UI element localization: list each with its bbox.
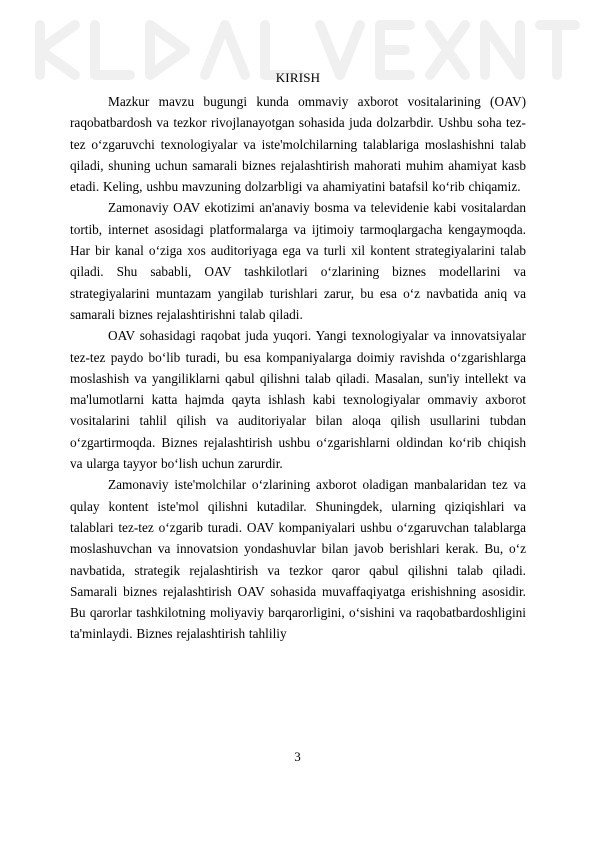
paragraph-4: Zamonaviy iste'molchilar o‘zlarining axborot oladigan manbalaridan tez va qulay kontent iste'mol qilishni kutadilar. Shuningdek, ularning qiziqishlari va talablari tez-tez o‘zgarib turadi. OAV kompaniyalari ushbu o‘zgaruvchan talablarga moslashuvchan va innovatsion yondashuvlar bilan javob berishlari kerak. Bu, o‘z navbatida, strategik rejalashtirish va tezkor qaror qabul qilishni talab qiladi. Samarali biznes rejalashtirish OAV sohasida muvaffaqiyatga erishishning asosidir. Bu qarorlar tashkilotning moliyaviy barqarorligini, o‘sishini va raqobatbardoshligini ta'minlaydi. Biznes rejalashtirish tahliliy	[70, 477, 526, 642]
paragraph-1: Mazkur mavzu bugungi kunda ommaviy axborot vositalarining (OAV) raqobatbardosh va tezkor rivojlanayotgan sohasida juda dolzarbdir. Ushbu soha tez-tez o‘zgaruvchi texnologiyalar va iste'molchilarning talablariga moslashishni talab qiladi, shuning uchun samarali biznes rejalashtirish mahorati muhim ahamiyat kasb etadi. Keling, ushbu mavzuning dolzarbligi va ahamiyatini batafsil ko‘rib chiqamiz.	[70, 94, 526, 195]
document-body	[70, 67, 526, 645]
page-number: 3	[294, 749, 301, 764]
section-heading: KIRISH	[275, 70, 321, 85]
paragraph-2: Zamonaviy OAV ekotizimi an'anaviy bosma va televidenie kabi vositalardan tortib, internet asosidagi platformalarga va ijtimoiy tarmoqlargacha kengaymoqda. Har bir kanal o‘ziga xos auditoriyaga ega va turli xil kontent strategiyalarini talab qiladi. Shu sababli, OAV tashkilotlari o‘zlarining biznes modellarini va strategiyalarini muntazam yangilab turishlari zarur, bu esa o‘z navbatida aniq va samarali biznes rejalashtirishni talab qiladi.	[70, 200, 526, 322]
paragraph-3: OAV sohasidagi raqobat juda yuqori. Yangi texnologiyalar va innovatsiyalar tez-tez paydo bo‘lib turadi, bu esa kompaniyalarga doimiy ravishda o‘zgarishlarga moslashish va yangiliklarni qabul qilishni talab qiladi. Masalan, sun'iy intellekt va ma'lumotlarni katta hajmda qayta ishlash kabi texnologiyalar ommaviy axborot vositalarini tahlil qilish va auditoriyalar bilan aloqa qilish usullarini tubdan o‘zgartirmoqda. Biznes rejalashtirish ushbu o‘zgarishlarni oldindan ko‘rib chiqish va ularga tayyor bo‘lish uchun zarurdir.	[70, 328, 526, 472]
